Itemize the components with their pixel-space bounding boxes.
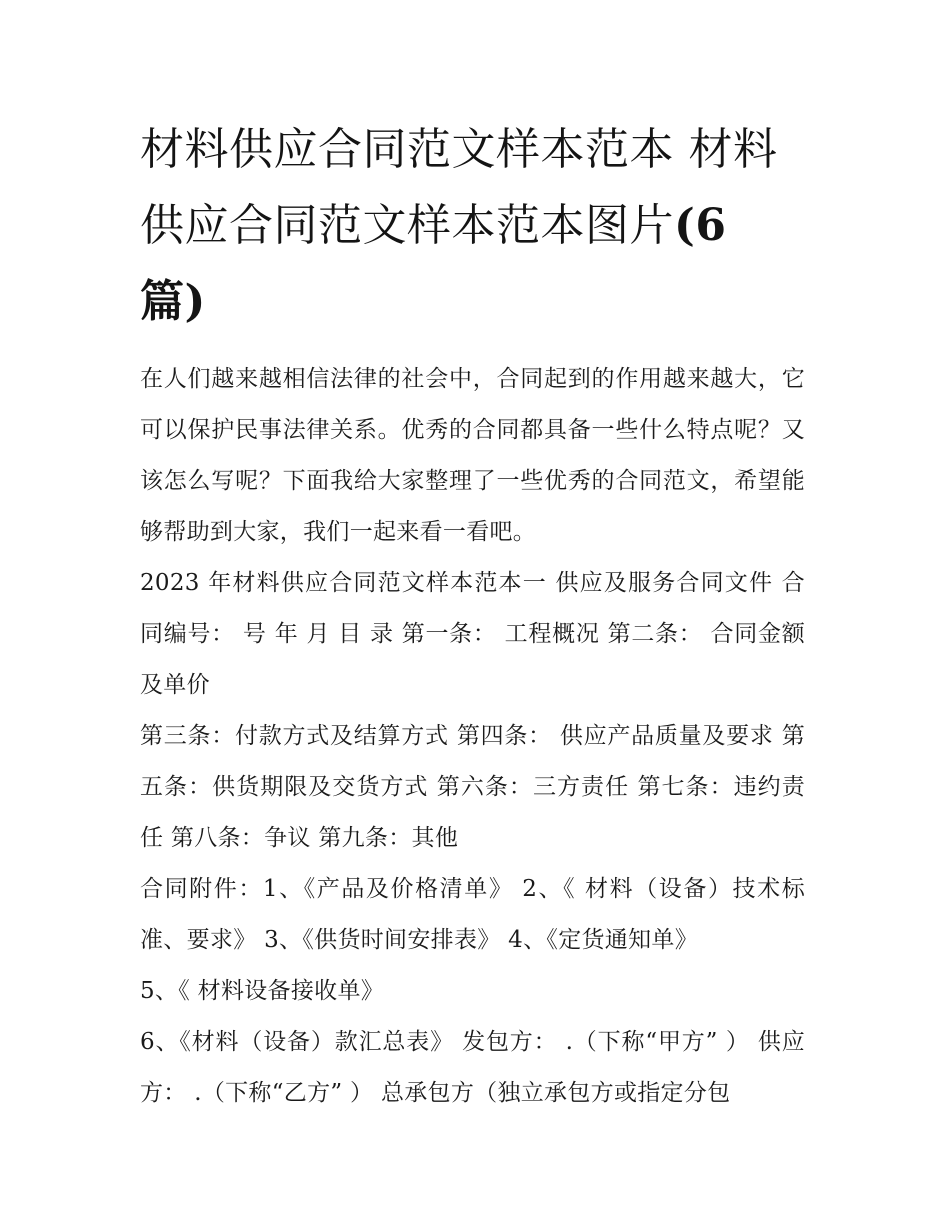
document-content — [140, 112, 805, 1119]
paragraph-contract-articles: 第三条：付款方式及结算方式 第四条： 供应产品质量及要求 第五条：供货期限及交货方式 第六条：三方责任 第七条：违约责任 第八条：争议 第九条：其他 — [140, 723, 805, 851]
document-title-main: 材料供应合同范文样本范本 材料供应合同范文样本范本图片 — [140, 124, 778, 251]
paragraph-attachment-5: 5、《 材料设备接收单》 — [140, 978, 385, 1004]
document-title-tail: (6 篇) — [140, 200, 727, 327]
paragraph-attachments: 合同附件：1、《产品及价格清单》 2、《 材料（设备）技术标准、要求》 3、《供货时间安排表》 4、《定货通知单》 — [140, 876, 805, 953]
paragraph-contract-header: 2023 年材料供应合同范文样本范本一 供应及服务合同文件 合同编号： 号 年 月 目 录 第一条： 工程概况 第二条： 合同金额及单价 — [140, 570, 805, 698]
paragraph-intro: 在人们越来越相信法律的社会中，合同起到的作用越来越大，它可以保护民事法律关系。优秀的合同都具备一些什么特点呢？又该怎么写呢？下面我给大家整理了一些优秀的合同范文，希望能够帮助到大家，我们一起来看一看吧。 — [140, 366, 805, 545]
document-title — [140, 112, 805, 340]
paragraph-parties: 6、《材料（设备）款汇总表》 发包方： .（下称“甲方” ） 供应方： .（下称“乙方” ） 总承包方（独立承包方或指定分包 — [140, 1029, 805, 1106]
